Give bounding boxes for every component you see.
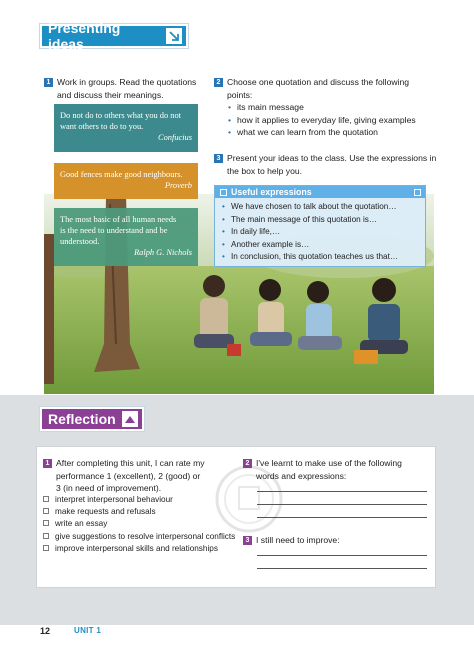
reflection-title: Reflection <box>48 411 116 427</box>
question-number: 3 <box>243 536 252 545</box>
list-item: • In daily life,… <box>221 226 421 239</box>
triangle-up-icon <box>122 411 138 427</box>
quote-card-confucius: Do not do to others what you do not want others to do to you. Confucius <box>54 104 198 152</box>
rating-checklist <box>43 494 243 555</box>
useful-expressions-header: Useful expressions <box>215 186 425 198</box>
list-item: • We have chosen to talk about the quotation… <box>221 201 421 214</box>
list-item: • how it applies to everyday life, giving examples <box>227 114 444 127</box>
question-number: 1 <box>43 459 52 468</box>
rating-checkbox[interactable] <box>43 520 49 526</box>
presenting-ideas-header <box>40 20 188 52</box>
list-item: • Another example is… <box>221 239 421 252</box>
rating-checkbox[interactable] <box>43 508 49 514</box>
quote-author: Proverb <box>164 181 192 190</box>
unit-label: UNIT 1 <box>74 626 102 635</box>
rating-checkbox[interactable] <box>43 496 49 502</box>
answer-line[interactable] <box>257 504 427 505</box>
answer-line[interactable] <box>257 491 427 492</box>
list-item: • what we can learn from the quotation <box>227 126 444 139</box>
task-number: 1 <box>44 78 53 87</box>
list-item: interpret interpersonal behaviour <box>43 494 243 506</box>
useful-expressions-list <box>215 198 425 264</box>
rating-checkbox[interactable] <box>43 533 49 539</box>
corner-arrow-icon <box>166 28 182 44</box>
reflection-q3: 3 I still need to improve: <box>243 534 433 547</box>
task-3-instruction: 3 Present your ideas to the class. Use the expressions in the box to help you. <box>214 152 444 177</box>
list-item: • In conclusion, this quotation teaches us that… <box>221 251 421 264</box>
task-2-bullets <box>214 101 444 139</box>
list-item: write an essay <box>43 518 243 530</box>
corner-icon <box>414 189 421 196</box>
answer-line[interactable] <box>257 517 427 518</box>
quote-card-proverb: Good fences make good neighbours. Proverb <box>54 163 198 199</box>
quote-author: Ralph G. Nichols <box>134 248 192 257</box>
task-number: 2 <box>214 78 223 87</box>
task-number: 3 <box>214 154 223 163</box>
reflection-q1: 1 After completing this unit, I can rate my performance 1 (excellent), 2 (good) or 3 (in need of improvement). <box>43 457 239 495</box>
answer-line[interactable] <box>257 555 427 556</box>
reflection-q2: 2 I've learnt to make use of the following words and expressions: <box>243 457 433 482</box>
reflection-header <box>40 407 144 431</box>
square-icon <box>220 189 227 196</box>
quote-author: Confucius <box>158 133 192 142</box>
presenting-ideas-title: Presenting ideas <box>48 20 121 52</box>
reflection-box <box>36 446 436 588</box>
question-number: 2 <box>243 459 252 468</box>
list-item: give suggestions to resolve interpersonal conflicts <box>43 531 243 543</box>
list-item: • The main message of this quotation is… <box>221 214 421 227</box>
list-item: make requests and refusals <box>43 506 243 518</box>
page-number: 12 <box>40 626 51 636</box>
list-item: improve interpersonal skills and relationships <box>43 543 243 555</box>
useful-expressions-box <box>214 185 426 267</box>
task-1-instruction: 1 Work in groups. Read the quotations and discuss their meanings. <box>44 76 204 101</box>
rating-checkbox[interactable] <box>43 545 49 551</box>
quote-card-nichols: The most basic of all human needs is the need to understand and be understood. Ralph G. Nichols <box>54 208 198 266</box>
list-item: • its main message <box>227 101 444 114</box>
answer-line[interactable] <box>257 568 427 569</box>
task-2-instruction: 2 Choose one quotation and discuss the following points: • its main message • how it applies to everyday life, giving examples • what we can learn from the quotation <box>214 76 444 139</box>
